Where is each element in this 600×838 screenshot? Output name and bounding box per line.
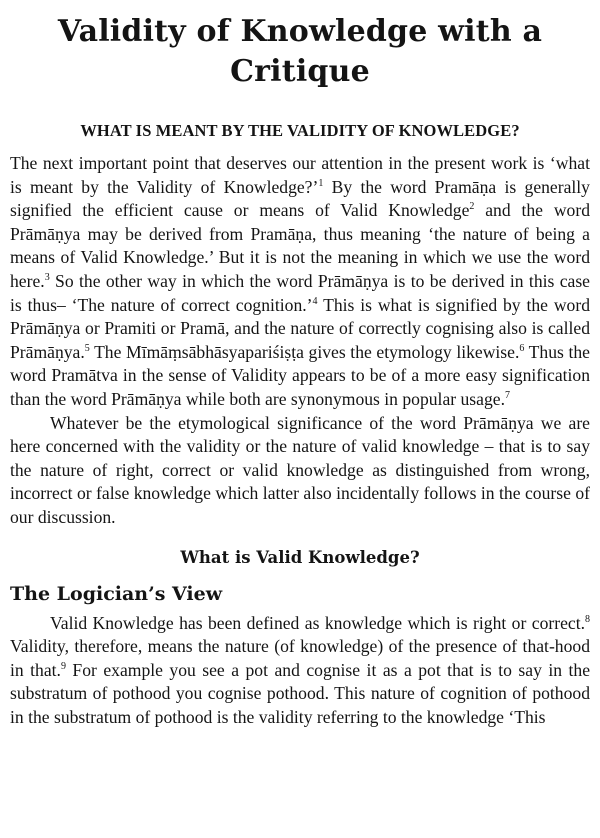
para1-text: and the word Prāmāṇya may be derived from Pramāṇa, thus meaning ‘the nature of being a means of Valid Knowledge.’ But it is not the meaning in which we use the word here. (10, 200, 590, 291)
para1-text: So the other way in which the word Prāmāṇya is to be derived in this case is thus– ‘The nature of correct cognition.’ (10, 270, 590, 315)
chapter-title: Validity of Knowledge with a Critique (57, 14, 543, 89)
footnote-ref: 2 (469, 201, 475, 213)
footnote-ref: 1 (318, 177, 324, 189)
section-heading: WHAT IS MEANT BY THE VALIDITY OF KNOWLEDGE? (80, 121, 520, 140)
paragraph-3 (10, 612, 590, 730)
footnote-ref: 5 (84, 342, 90, 354)
para3-text: Valid Knowledge has been defined as knowledge which is right or correct. (50, 612, 585, 633)
footnote-ref: 7 (504, 390, 510, 402)
para1-text: The next important point that deserves our attention in the present work is ‘what is meant by the Validity of Knowledge?’ (10, 153, 590, 197)
paragraph-1 (10, 152, 590, 412)
footnote-ref: 6 (519, 342, 525, 354)
para1-text: This is what is signified by the word Prāmāṇya or Pramiti or Pramā, and the nature of correctly cognising also is called Prāmāṇya. (10, 294, 590, 362)
para1-text: The Mīmāṃsābhāsyapariśiṣṭa gives the etymology likewise. (89, 341, 520, 362)
para3-text: For example you see a pot and cognise it as a pot that is to say in the substratum of pothood you cognise pothood. This nature of cognition of pothood in the substratum of pothood is the validity referring to the knowledge ‘This (10, 659, 590, 727)
para1-text: By the word Pramāṇa is generally signified the efficient cause or means of Valid Knowledge (10, 176, 590, 221)
para3-text: Validity, therefore, means the nature (of knowledge) of the presence of that-hood in that. (10, 636, 590, 680)
footnote-ref: 8 (585, 613, 590, 625)
footnote-ref: 9 (60, 660, 66, 672)
subheading: What is Valid Knowledge? (180, 547, 420, 567)
para1-text: Thus the word Pramātva in the sense of Validity appears to be of a more easy signification than the word Prāmāṇya while both are synonymous in popular usage. (10, 341, 590, 409)
side-heading: The Logician’s View (10, 582, 223, 605)
footnote-ref: 4 (312, 295, 318, 307)
footnote-ref: 3 (44, 272, 50, 284)
paragraph-2: Whatever be the etymological significance of the word Prāmāṇya we are here concerned with the validity or the nature of valid knowledge – that is to say the nature of right, correct or valid knowledge as distinguished from wrong, incorrect or false knowledge which latter also incidentally follows in the course of our discussion. (10, 412, 590, 527)
